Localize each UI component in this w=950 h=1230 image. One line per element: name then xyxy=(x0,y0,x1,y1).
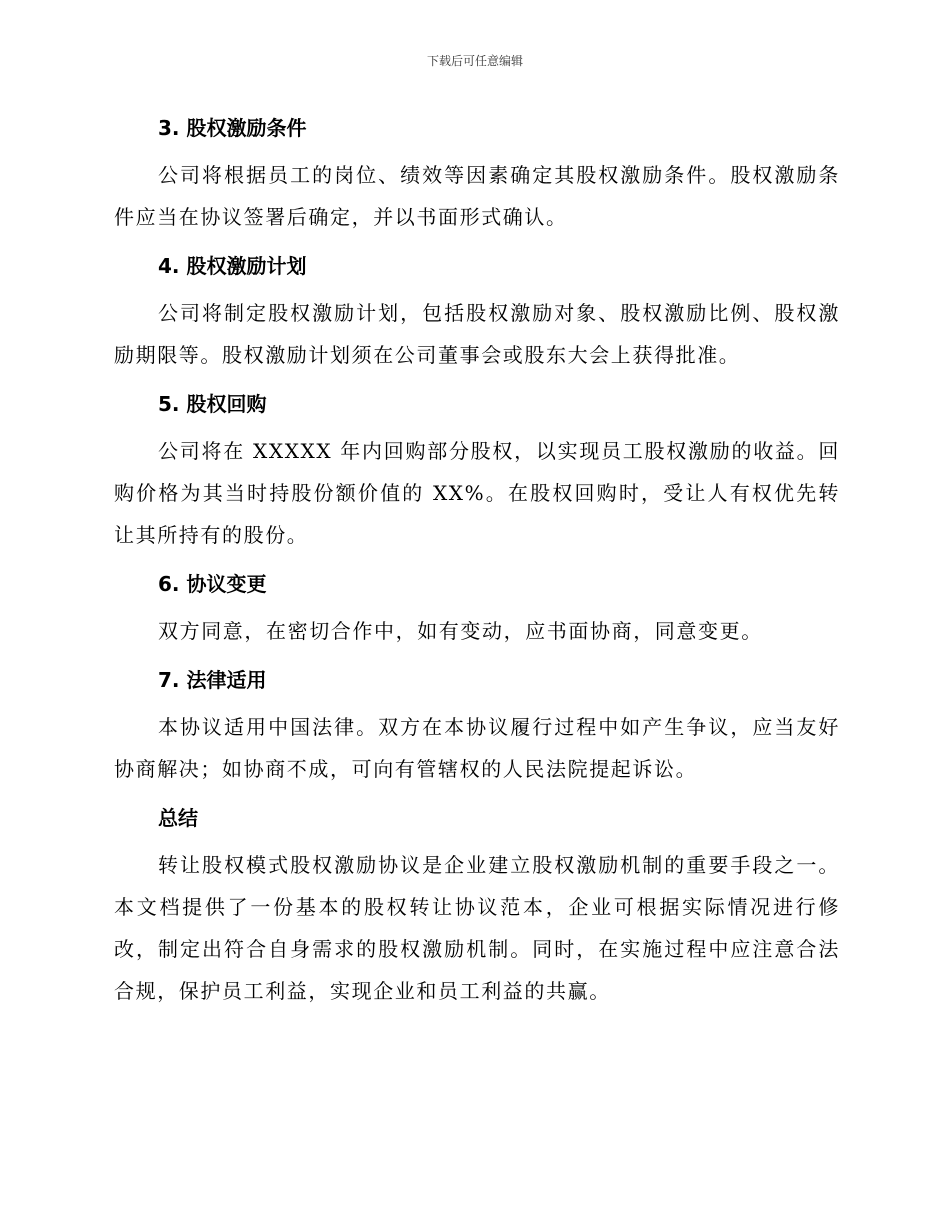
section-paragraph: 公司将根据员工的岗位、绩效等因素确定其股权激励条件。股权激励条件应当在协议签署后确定，并以书面形式确认。 xyxy=(114,163,840,229)
section-heading: 7. 法律适用 xyxy=(158,668,267,692)
section-paragraph: 双方同意，在密切合作中，如有变动，应书面协商，同意变更。 xyxy=(158,619,763,643)
section-equity-incentive-conditions xyxy=(114,108,840,238)
section-heading: 总结 xyxy=(158,806,198,830)
section-heading: 4. 股权激励计划 xyxy=(158,254,307,278)
section-paragraph: 公司将制定股权激励计划，包括股权激励对象、股权激励比例、股权激励期限等。股权激励计划须在公司董事会或股东大会上获得批准。 xyxy=(114,301,840,367)
section-equity-incentive-plan xyxy=(114,246,840,376)
section-paragraph: 转让股权模式股权激励协议是企业建立股权激励机制的重要手段之一。本文档提供了一份基本的股权转让协议范本，企业可根据实际情况进行修改，制定出符合自身需求的股权激励机制。同时，在实施过程中应注意合法合规，保护员工利益，实现企业和员工利益的共赢。 xyxy=(114,853,840,1003)
section-summary xyxy=(114,798,840,1012)
document-body xyxy=(114,108,840,1020)
page-header: 下载后可任意编辑 xyxy=(426,54,523,68)
section-heading: 6. 协议变更 xyxy=(158,572,267,596)
section-heading: 3. 股权激励条件 xyxy=(158,116,307,140)
section-heading: 5. 股权回购 xyxy=(158,392,267,416)
section-paragraph: 公司将在 XXXXX 年内回购部分股权，以实现员工股权激励的收益。回购价格为其当时持股份额价值的 XX%。在股权回购时，受让人有权优先转让其所持有的股份。 xyxy=(114,439,840,547)
section-equity-buyback xyxy=(114,384,840,556)
section-agreement-change xyxy=(114,564,840,652)
section-paragraph: 本协议适用中国法律。双方在本协议履行过程中如产生争议，应当友好协商解决；如协商不成，可向有管辖权的人民法院提起诉讼。 xyxy=(114,715,840,781)
section-applicable-law xyxy=(114,660,840,790)
